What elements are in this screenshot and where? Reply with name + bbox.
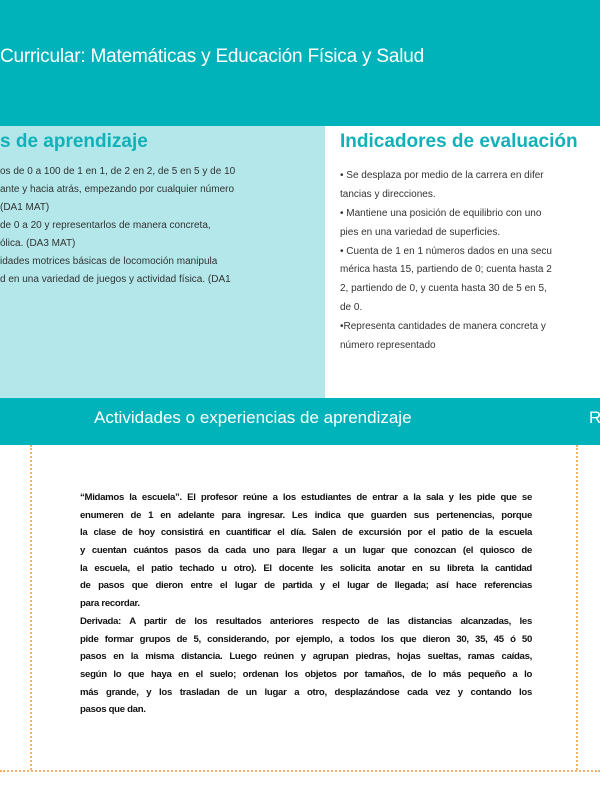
text-line: • Cuenta de 1 en 1 números dados en una secu — [340, 245, 552, 257]
text-line: tancias y direcciones. — [340, 188, 436, 200]
text-line: pasos que dan. — [80, 704, 146, 716]
text-line: • Mantiene una posición de equilibrio con uno — [340, 207, 542, 219]
text-line: la clase de hoy consistirá en cuantificar el día. Salen de excursión por el patio de la escuela — [80, 527, 532, 539]
text-line: de 0 a 20 y representarlos de manera concreta, — [0, 220, 211, 231]
learning-objectives-text — [0, 163, 235, 289]
text-line: mérica hasta 15, partiendo de 0; cuenta hasta 2 — [340, 264, 552, 276]
dotted-divider — [576, 445, 578, 770]
text-line: os de 0 a 100 de 1 en 1, de 2 en 2, de 5 en 5 y de 10 — [0, 166, 236, 177]
learning-objectives-title: s de aprendizaje — [0, 131, 148, 152]
dotted-divider — [30, 445, 32, 770]
evaluation-indicators-panel — [325, 126, 600, 398]
text-line: (DA1 MAT) — [0, 202, 50, 213]
text-line: idades motrices básicas de locomoción manipula — [0, 256, 218, 267]
text-line: de 0. — [340, 302, 363, 314]
text-line: ólica. (DA3 MAT) — [0, 238, 76, 249]
text-line: ante y hacia atrás, empezando por cualquier número — [0, 184, 235, 195]
text-line: para recordar. — [80, 598, 140, 610]
text-line: enumeren de 1 en adelante para ingresar. Les indica que guarden sus pertenencias, porque — [80, 509, 532, 521]
text-line: según lo que haya en el suelo; ordenan los objetos por tamaños, de lo más pequeño a lo — [80, 668, 532, 680]
text-line: •Representa cantidades de manera concreta y — [340, 321, 546, 333]
text-line: 2, partiendo de 0, y cuenta hasta 30 de 5 en 5, — [340, 283, 547, 295]
activities-header-bar — [0, 398, 600, 445]
text-line: d en una variedad de juegos y actividad física. (DA1 — [0, 274, 231, 285]
text-line: • Se desplaza por medio de la carrera en difer — [340, 170, 544, 181]
text-line: más grande, y los trasladan de un lugar a otro, desplazándose cada vez y contando los — [80, 686, 532, 698]
page-title: Curricular: Matemáticas y Educación Física y Salud — [0, 46, 424, 67]
evaluation-indicators-text — [340, 167, 552, 356]
text-line: pies en una variedad de superficies. — [340, 226, 501, 238]
text-line: pide formar grupos de 5, considerando, por ejemplo, a todos los que dieron 30, 35, 45 ó 50 — [80, 633, 532, 645]
activity-description — [80, 489, 532, 719]
activities-title: Actividades o experiencias de aprendizaje — [94, 408, 412, 427]
evaluation-indicators-title: Indicadores de evaluación — [340, 131, 578, 152]
text-line: número representado — [340, 340, 436, 352]
text-line: pasos en la misma distancia. Luego reúnen y agrupan piedras, hojas sueltas, ramas caídas, — [80, 651, 532, 663]
header-banner — [0, 0, 600, 126]
text-line: la escuela, el patio techado u otro). El docente les solicita anotar en su libreta la cantidad — [80, 562, 532, 574]
text-line: Derivada: A partir de los resultados anteriores respecto de las distancias alcanzadas, les — [80, 615, 532, 627]
dotted-divider — [0, 770, 600, 772]
next-column-title: R — [589, 408, 601, 427]
text-line: y cuentan cuántos pasos da cada uno para llegar a un lugar que conozcan (el quiosco de — [80, 545, 532, 557]
learning-objectives-panel — [0, 126, 325, 398]
text-line: de pasos que dieron entre el lugar de partida y el lugar de llegada; así hace referencias — [80, 580, 532, 592]
text-line: “Midamos la escuela”. El profesor reúne a los estudiantes de entrar a la sala y les pide que se — [80, 492, 532, 503]
